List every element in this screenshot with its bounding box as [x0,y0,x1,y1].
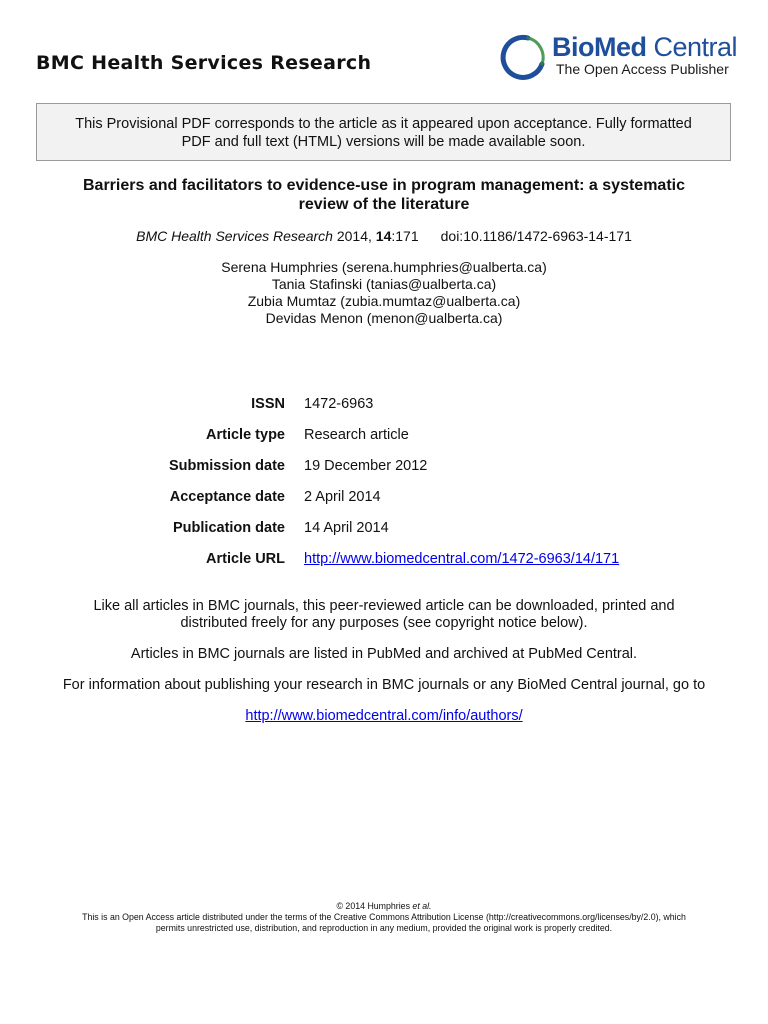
metadata-label: Article URL [206,551,285,567]
journal-title: BMC Health Services Research [36,52,372,74]
author-list [0,259,768,327]
metadata-value: 2 April 2014 [304,489,381,505]
citation-year: 2014, [332,228,376,244]
logo-wordmark: BioMed Central [552,32,738,62]
metadata-label: ISSN [251,396,285,412]
author-item: Zubia Mumtaz (zubia.mumtaz@ualberta.ca) [247,293,521,309]
logo-tagline: The Open Access Publisher [556,61,729,77]
provisional-notice-box [36,103,731,161]
metadata-label: Submission date [168,458,285,474]
info-paragraph-pubmed: Articles in BMC journals are listed in PubMed and archived at PubMed Central. [130,646,638,662]
citation-page: :171 [391,228,419,244]
metadata-label: Article type [206,427,285,443]
license-line-2: permits unrestricted use, distribution, and reproduction in any medium, provided the original work is properly credited. [155,923,613,933]
copyright-footer [0,901,768,934]
article-title: Barriers and facilitators to evidence-use in program management: a systematic review of the literature [83,177,685,213]
biomed-central-logo-icon [498,34,548,80]
citation-doi: doi:10.1186/1472-6963-14-171 [440,228,632,244]
citation-line [0,228,768,244]
metadata-label: Publication date [173,520,285,536]
metadata-row-acceptance-date [0,489,768,520]
metadata-row-submission-date [0,458,768,489]
metadata-label: Acceptance date [169,489,285,505]
metadata-value: 1472-6963 [304,396,374,412]
author-item: Devidas Menon (menon@ualberta.ca) [265,310,503,326]
notice-line-1: This Provisional PDF corresponds to the article as it appeared upon acceptance. Fully formatted [75,116,692,132]
metadata-row-publication-date [0,520,768,551]
authors-info-link-wrapper [0,708,768,725]
info-paragraph-publishing: For information about publishing your research in BMC journals or any BioMed Central journal, go to [62,677,706,693]
metadata-row-article-type [0,427,768,458]
article-metadata-table [0,396,768,582]
author-item: Tania Stafinski (tanias@ualberta.ca) [271,276,497,292]
info-paragraph-distribution: Like all articles in BMC journals, this peer-reviewed article can be downloaded, printed and distributed freely for any purposes (see copyright notice below). [93,598,675,631]
citation-volume: 14 [375,228,392,244]
notice-line-2: PDF and full text (HTML) versions will be made available soon. [181,134,586,150]
biomed-central-logo [498,32,738,82]
metadata-value: Research article [304,427,409,443]
copyright-line: © 2014 Humphries et al. [336,901,432,911]
metadata-value: 14 April 2014 [304,520,389,536]
metadata-value: 19 December 2012 [304,458,428,474]
article-url-link[interactable]: http://www.biomedcentral.com/1472-6963/14/171 [304,551,620,567]
metadata-row-article-url [0,551,768,582]
license-line-1: This is an Open Access article distributed under the terms of the Creative Commons Attribution License (http://creativecommons.org/licenses/by/2.0), which [82,912,686,922]
author-item: Serena Humphries (serena.humphries@ualberta.ca) [221,259,547,275]
metadata-row-issn [0,396,768,427]
citation-journal: BMC Health Services Research [136,228,333,244]
authors-info-link[interactable]: http://www.biomedcentral.com/info/authors/ [245,708,523,724]
